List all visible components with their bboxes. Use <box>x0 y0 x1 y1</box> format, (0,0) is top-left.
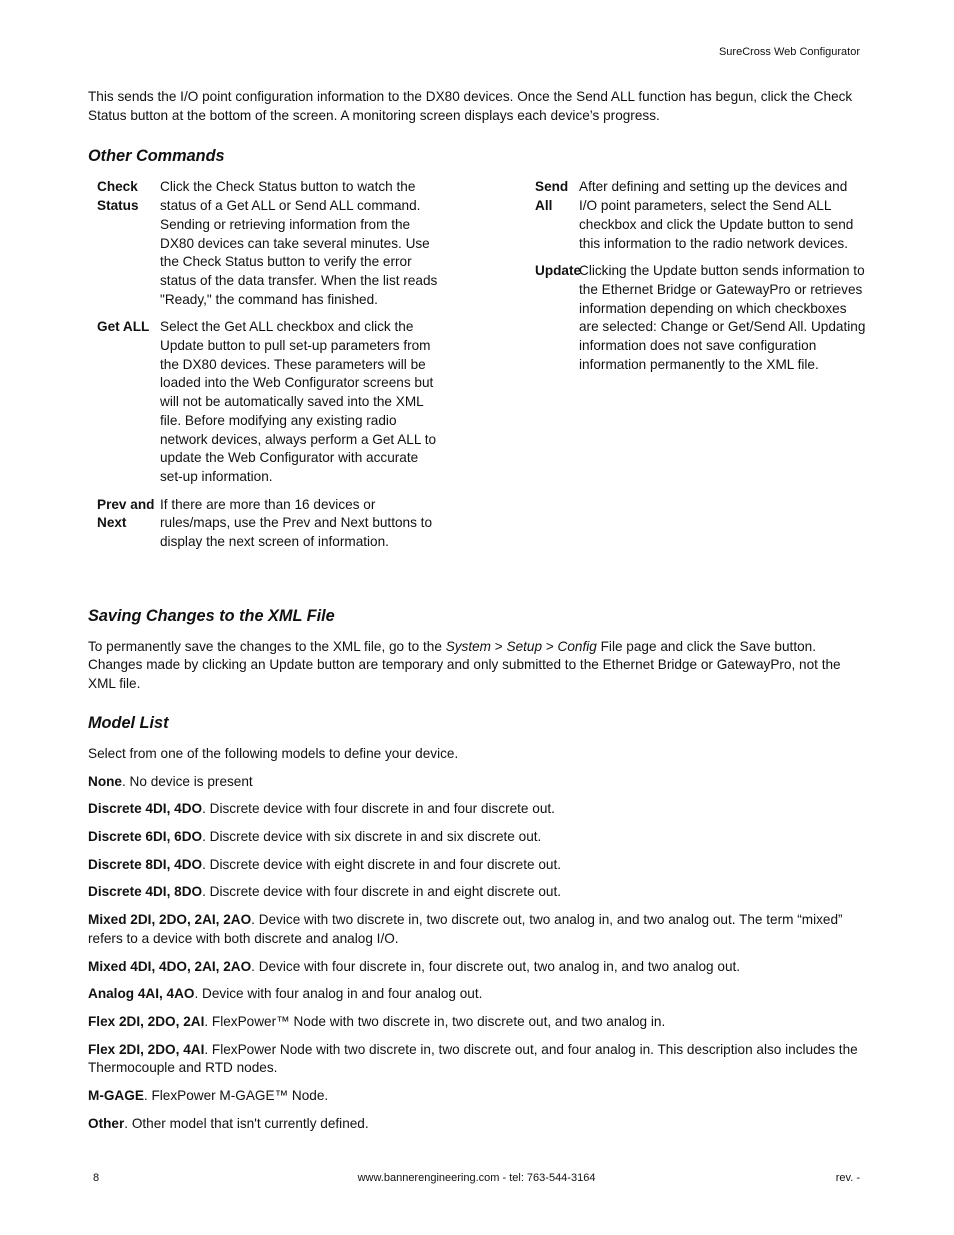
model-item <box>88 1115 868 1134</box>
command-get-all <box>88 318 438 486</box>
revision-label: rev. - <box>835 1172 860 1184</box>
model-name: Mixed 4DI, 4DO, 2AI, 2AO <box>88 958 252 974</box>
model-item <box>88 800 868 819</box>
page-number: 8 <box>93 1172 100 1184</box>
path-separator: > <box>491 638 507 654</box>
path-config: Config <box>557 638 597 654</box>
model-item <box>88 1041 868 1078</box>
other-commands-table <box>88 178 868 560</box>
command-update <box>525 262 868 374</box>
saving-text-before: To permanently save the changes to the XML file, go to the <box>88 638 446 654</box>
model-description: . Other model that isn't currently defined. <box>124 1115 369 1131</box>
model-name: Discrete 4DI, 4DO <box>88 801 203 817</box>
model-list-intro: Select from one of the following models to define your device. <box>88 745 459 761</box>
model-item <box>88 958 868 977</box>
model-name: Discrete 6DI, 6DO <box>88 828 203 844</box>
model-description: . FlexPower Node with two discrete in, two discrete out, and four analog in. This description also includes the Thermocouple and RTD nodes. <box>88 1041 858 1076</box>
command-description: Clicking the Update button sends information to the Ethernet Bridge or GatewayPro or retrieves information depending on which checkboxes are selected: Change or Get/Send All. Updating information does not save configuration information permanently to the XML file. <box>579 263 866 372</box>
model-description: . Device with two discrete in, two discrete out, two analog in, and two analog out. The term “mixed” refers to a device with both discrete and analog I/O. <box>88 912 843 946</box>
model-item <box>88 856 868 875</box>
model-description: . FlexPower™ Node with two discrete in, two discrete out, and two analog in. <box>204 1013 666 1029</box>
path-setup: Setup <box>506 638 543 654</box>
model-description: . Device with four analog in and four analog out. <box>194 986 483 1002</box>
command-term: Send All <box>535 179 569 214</box>
commands-right-column <box>525 178 868 560</box>
model-name: Mixed 2DI, 2DO, 2AI, 2AO <box>88 912 252 928</box>
command-term: Update <box>535 263 582 279</box>
model-name: Discrete 8DI, 4DO <box>88 856 203 872</box>
model-description: . FlexPower M-GAGE™ Node. <box>143 1088 329 1104</box>
model-description: . Discrete device with eight discrete in and four discrete out. <box>202 856 561 872</box>
command-prev-next <box>88 496 438 552</box>
model-item <box>88 883 868 902</box>
saving-text-after: File page and click the Save button. Changes made by clicking an Update button are temporary and only submitted to the Ethernet Bridge or GatewayPro, not the XML file. <box>88 638 841 692</box>
command-send-all <box>525 178 868 253</box>
command-description: Click the Check Status button to watch the status of a Get ALL or Send ALL command. Sending or retrieving information from the DX80 devices can take several minutes. Use the Check Status button to verify the error status of the data transfer. When the list reads "Ready," the command has finished. <box>160 179 438 307</box>
intro-paragraph: This sends the I/O point configuration information to the DX80 devices. Once the Send ALL function has begun, click the Check Status button at the bottom of the screen. A monitoring screen displays each device’s progress. <box>88 89 853 123</box>
model-description: . Device with four discrete in, four discrete out, two analog in, and two analog out. <box>251 958 741 974</box>
path-separator: > <box>542 638 558 654</box>
command-term: Prev and Next <box>97 496 155 531</box>
command-term: Get ALL <box>97 319 150 335</box>
command-description: If there are more than 16 devices or rules/maps, use the Prev and Next buttons to display the next screen of information. <box>160 496 433 550</box>
model-description: . No device is present <box>121 773 253 789</box>
saving-paragraph <box>88 638 868 694</box>
model-item <box>88 1087 868 1106</box>
page-content <box>88 88 868 1142</box>
model-list-heading: Model List <box>88 713 169 732</box>
model-item <box>88 911 868 948</box>
saving-heading: Saving Changes to the XML File <box>88 606 335 625</box>
other-commands-heading: Other Commands <box>88 147 225 166</box>
model-name: Flex 2DI, 2DO, 2AI <box>88 1013 205 1029</box>
model-name: M-GAGE <box>88 1088 144 1104</box>
model-name: Analog 4AI, 4AO <box>88 986 195 1002</box>
model-item <box>88 1013 868 1032</box>
running-header: SureCross Web Configurator <box>718 46 860 58</box>
model-name: Discrete 4DI, 8DO <box>88 884 203 900</box>
model-description: . Discrete device with four discrete in and eight discrete out. <box>202 884 561 900</box>
model-name: Flex 2DI, 2DO, 4AI <box>88 1041 205 1057</box>
model-description: . Discrete device with six discrete in and six discrete out. <box>202 828 542 844</box>
command-term: Check Status <box>97 179 139 214</box>
model-item <box>88 828 868 847</box>
footer-contact: www.bannerengineering.com - tel: 763-544-3164 <box>357 1172 596 1184</box>
model-name: Other <box>88 1115 125 1131</box>
command-description: Select the Get ALL checkbox and click the Update button to pull set-up parameters from the DX80 devices. These parameters will be loaded into the Web Configurator screens but will not be automatically saved into the XML file. Before modifying any existing radio network devices, always perform a Get ALL to update the Web Configurator with accurate set-up information. <box>160 319 437 484</box>
commands-left-column <box>88 178 438 560</box>
command-description: After defining and setting up the devices and I/O point parameters, select the Send ALL checkbox and click the Update button to send this information to the radio network devices. <box>579 179 854 251</box>
model-item <box>88 985 868 1004</box>
model-name: None <box>88 773 122 789</box>
command-check-status <box>88 178 438 309</box>
model-item <box>88 773 868 792</box>
model-description: . Discrete device with four discrete in and four discrete out. <box>202 801 555 817</box>
page-footer <box>93 1172 860 1186</box>
path-system: System <box>445 638 492 654</box>
